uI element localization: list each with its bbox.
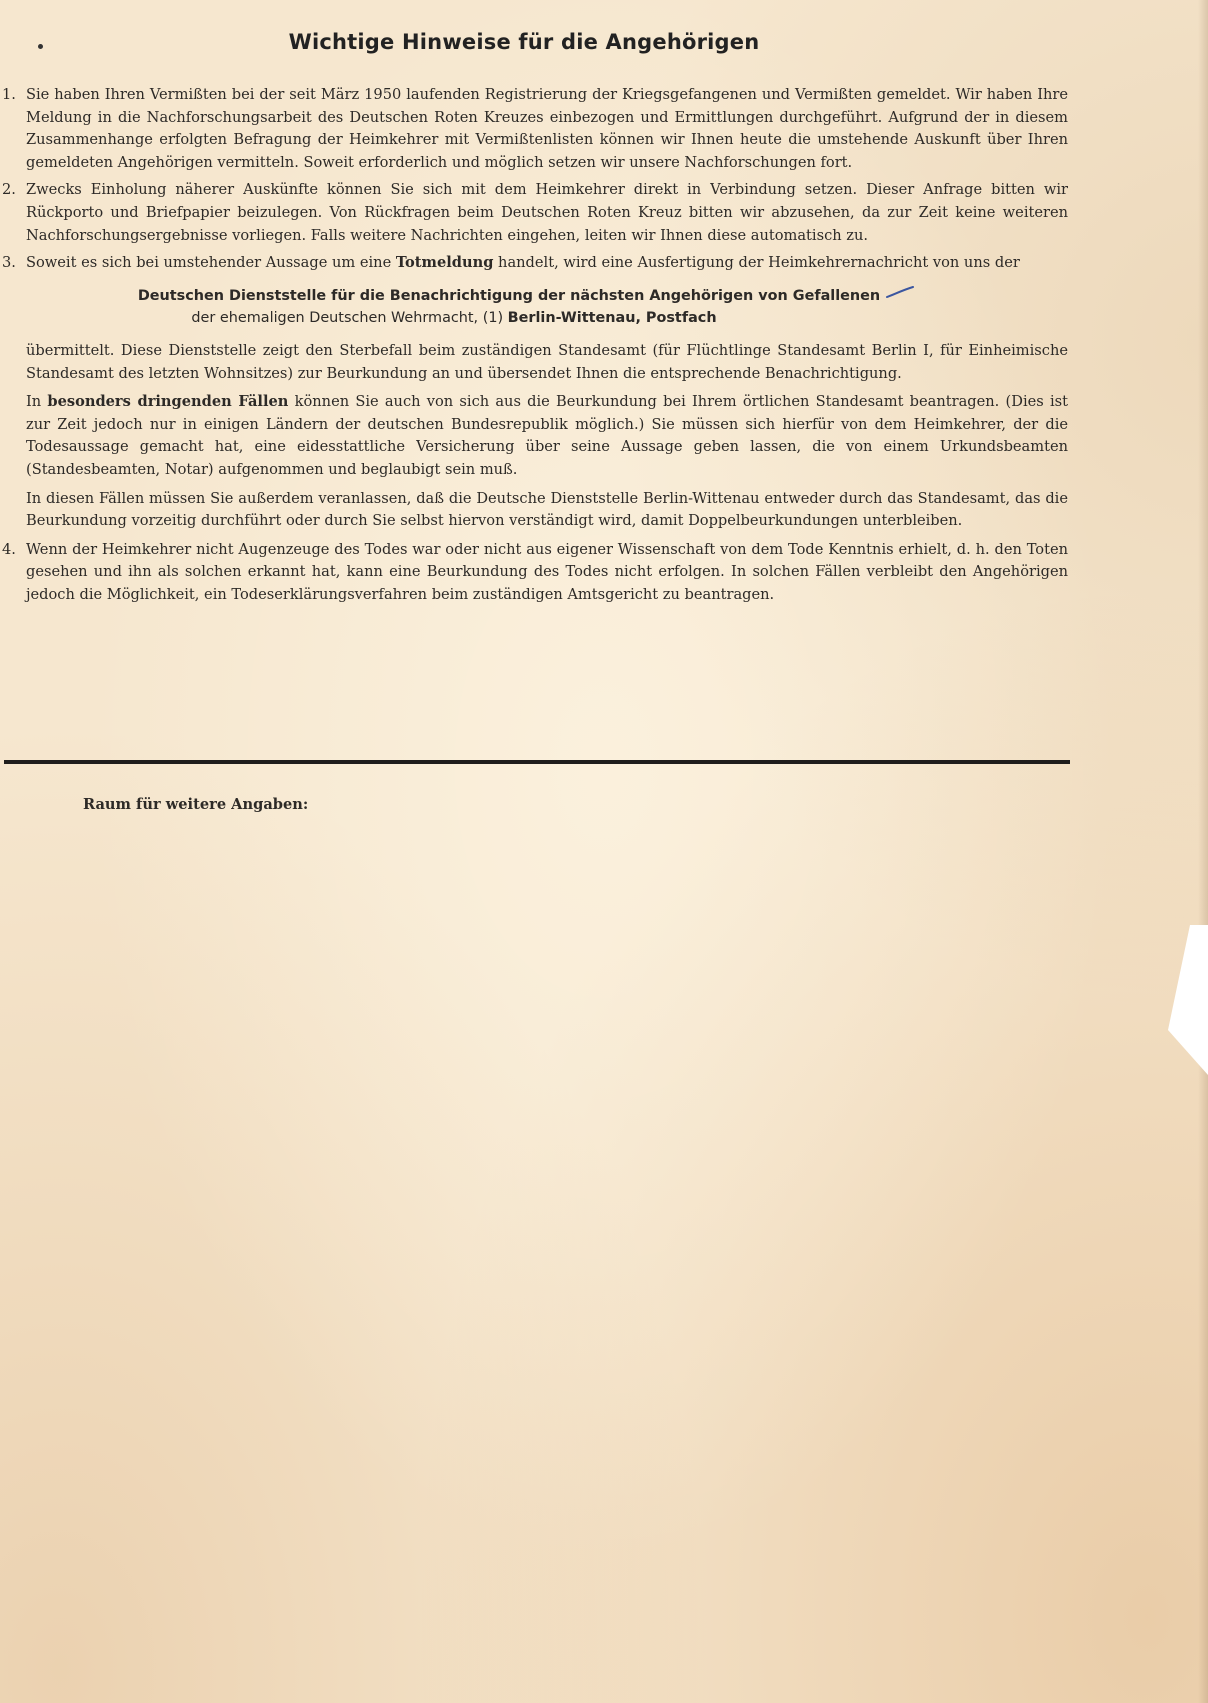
note-text-part: handelt, wird eine Ausfertigung der Heimkehrernachricht von uns der <box>493 254 1020 272</box>
note-text: Zwecks Einholung näherer Auskünfte können Sie sich mit dem Heimkehrer direkt in Verbindung setzen. Dieser Anfrage bitten wir Rückporto und Briefpapier beizulegen. Von Rückfragen beim Deutschen Roten Kreuz bitten wir abzusehen, da zur Zeit keine weiteren Nachforschungsergebnisse vorliegen. Falls weitere Nachrichten eingehen, leiten wir Ihnen diese automatisch zu. <box>26 181 1068 244</box>
note-text-part: Soweit es sich bei umstehender Aussage um eine <box>26 254 396 272</box>
note-text-emphasis: Totmeldung <box>395 254 494 272</box>
note-3-notification: In diesen Fällen müssen Sie außerdem veranlassen, daß die Deutsche Dienststelle Berlin-Wittenau entweder durch das Standesamt, das die Beurkundung vorzeitig durchführt oder durch Sie selbst hiervon verständigt wird, damit Doppelbeurkundungen unterbleiben. <box>26 489 1068 530</box>
note-text-part: können Sie auch von sich aus die Beurkundung bei Ihrem örtlichen Standesamt beantragen. (Dies ist zur Zeit jedoch nur in einigen Ländern der deutschen Bundesrepublik möglich.) Sie müssen sich hierfür von dem Heimkehrer, der die Todesaussage gemacht hat, eine eidesstattliche Versicherung über seine Aussage geben lassen, die von einem Urkundsbeamten (Standesbeamten, Notar) aufgenommen und beglaubigt sein muß. <box>26 393 1068 478</box>
note-text: Sie haben Ihren Vermißten bei der seit März 1950 laufenden Registrierung der Kriegsgefangenen und Vermißten gemeldet. Wir haben Ihre Meldung in die Nachforschungsarbeit des Deutschen Roten Kreuzes einbezogen und Ermittlungen durchgeführt. Aufgrund der in diesem Zusammenhange erfolgten Befragung der Heimkehrer mit Vermißtenlisten können wir Ihnen heute die umstehende Auskunft über Ihren gemeldeten Angehörigen vermitteln. Soweit erforderlich und möglich setzen wir unsere Nachforschungen fort. <box>26 86 1068 171</box>
note-text <box>26 252 1068 275</box>
note-item-3 <box>0 252 1068 275</box>
note-number: 2. <box>2 181 16 199</box>
note-item-1 <box>0 84 1068 174</box>
address-line-2-location: Berlin-Wittenau, Postfach <box>507 310 717 327</box>
pen-stroke-icon <box>885 285 915 299</box>
address-line-2 <box>0 307 1068 330</box>
address-line-2-text: der ehemaligen Deutschen Wehrmacht, (1) <box>191 310 508 327</box>
paper-edge-shadow <box>1198 0 1208 1703</box>
note-3-continuation: übermittelt. Diese Dienststelle zeigt den Sterbefall beim zuständigen Standesamt (für Flüchtlinge Standesamt Berlin I, für Einheimische Standesamt des letzten Wohnsitzes) zur Beurkundung an und übersendet Ihnen die entsprechende Benachrichtigung. <box>26 341 1068 382</box>
address-line-1-text: Deutschen Dienststelle für die Benachrichtigung der nächsten Angehörigen von Gefallenen <box>137 287 881 304</box>
note-text-emphasis: besonders dringenden Fällen <box>47 393 289 411</box>
note-number: 4. <box>2 540 16 558</box>
note-number: 3. <box>2 254 16 272</box>
extra-space-label: Raum für weitere Angaben: <box>83 796 309 813</box>
note-3-urgent-cases <box>26 391 1068 481</box>
note-text: Wenn der Heimkehrer nicht Augenzeuge des Todes war oder nicht aus eigener Wissenschaft von dem Tode Kenntnis erhielt, d. h. den Toten gesehen und ihn als solchen erkannt hat, kann eine Beurkundung des Todes nicht erfolgen. In solchen Fällen verbleibt den Angehörigen jedoch die Möglichkeit, ein Todeserklärungsverfahren beim zuständigen Amtsgericht zu beantragen. <box>26 540 1068 603</box>
note-text-part: In <box>26 393 48 411</box>
note-item-4 <box>0 539 1068 607</box>
note-item-2 <box>0 179 1068 247</box>
document-title: Wichtige Hinweise für die Angehörigen <box>288 30 760 54</box>
note-number: 1. <box>2 86 16 103</box>
notes-list <box>0 84 1068 611</box>
section-divider <box>4 760 1070 764</box>
